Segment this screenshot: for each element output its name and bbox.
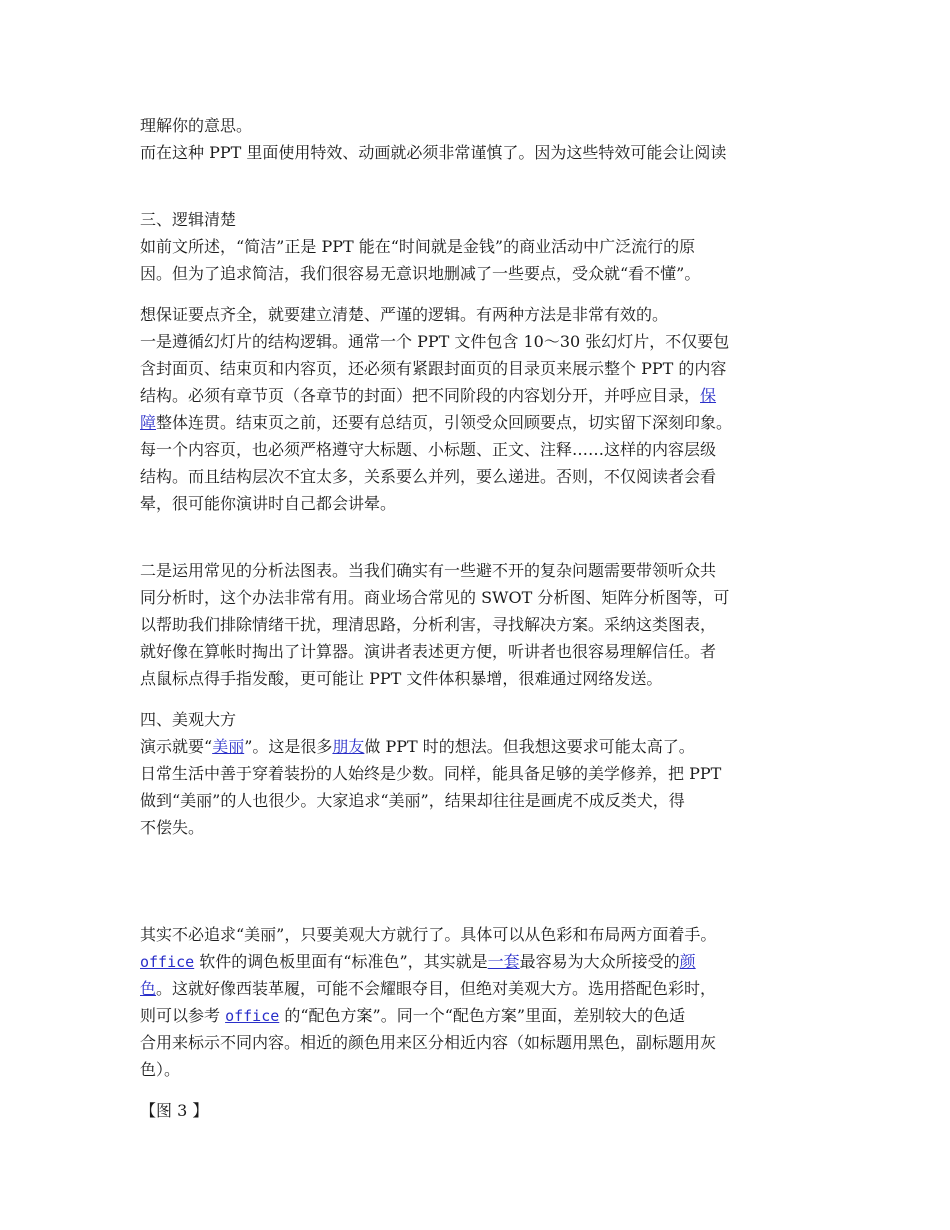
paragraph-line: 做到“美丽”的人也很少。大家追求“美丽”，结果却往往是画虎不成反类犬，得 — [140, 791, 685, 810]
section-heading: 四、美观大方 — [140, 710, 237, 729]
paragraph-line: 就好像在算帐时掏出了计算器。演讲者表述更方便，听讲者也很容易理解信任。者 — [140, 642, 717, 661]
paragraph-line: 色）。 — [140, 1060, 181, 1079]
paragraph-line: 同分析时，这个办法非常有用。商业场合常见的 SWOT 分析图、矩阵分析图等，可 — [140, 588, 730, 607]
link-baozhang[interactable]: 保 — [700, 386, 717, 405]
paragraph-line — [140, 948, 830, 975]
link-yanse-cont[interactable]: 色 — [140, 979, 157, 998]
link-yanse[interactable]: 颜 — [679, 952, 696, 971]
link-pengyou[interactable]: 朋友 — [332, 737, 365, 756]
paragraph-line: 想保证要点齐全，就要建立清楚、严谨的逻辑。有两种方法是非常有效的。 — [140, 305, 669, 324]
paragraph-line: 理解你的意思。 — [140, 116, 253, 135]
text-run: 结构。必须有章节页（各章节的封面）把不同阶段的内容划分开，并呼应目录， — [140, 386, 701, 405]
link-baozhang-cont[interactable]: 障 — [140, 413, 157, 432]
text-run: 最容易为大众所接受的 — [519, 952, 680, 971]
paragraph-line: 一是遵循幻灯片的结构逻辑。通常一个 PPT 文件包含 10～30 张幻灯片，不仅要包 — [140, 332, 730, 351]
paragraph-line: 如前文所述，“简洁”正是 PPT 能在“时间就是金钱”的商业活动中广泛流行的原 — [140, 237, 696, 256]
text-run: 的“配色方案”。同一个“配色方案”里面，差别较大的色适 — [279, 1006, 686, 1025]
link-yitao[interactable]: 一套 — [487, 952, 520, 971]
paragraph-line — [140, 382, 830, 409]
paragraph-line: 日常生活中善于穿着装扮的人始终是少数。同样，能具备足够的美学修养，把 PPT — [140, 764, 722, 783]
text-run: 软件的调色板里面有“标准色”，其实就是 — [194, 952, 488, 971]
paragraph-line — [140, 975, 830, 1002]
link-office-2[interactable]: office — [225, 1007, 280, 1025]
paragraph-line — [140, 733, 830, 760]
text-run: 演示就要“ — [140, 737, 213, 756]
text-run: 则可以参考 — [140, 1006, 226, 1025]
paragraph-line: 因。但为了追求简洁，我们很容易无意识地删减了一些要点，受众就“看不懂”。 — [140, 264, 701, 283]
document-body — [140, 112, 830, 1124]
paragraph-line — [140, 409, 830, 436]
text-run: 整体连贯。结束页之前，还要有总结页，引领受众回顾要点，切实留下深刻印象。 — [156, 413, 733, 432]
text-run: ”。这是很多 — [244, 737, 333, 756]
link-meili[interactable]: 美丽 — [212, 737, 245, 756]
paragraph-line — [140, 1002, 830, 1029]
paragraph-line: 其实不必追求“美丽”，只要美观大方就行了。具体可以从色彩和布局两方面着手。 — [140, 925, 717, 944]
figure-label: 【图 3 】 — [140, 1101, 209, 1120]
link-office[interactable]: office — [140, 953, 195, 971]
paragraph-line: 以帮助我们排除情绪干扰，理清思路，分析利害，寻找解决方案。采纳这类图表， — [140, 615, 717, 634]
paragraph-line: 含封面页、结束页和内容页，还必须有紧跟封面页的目录页来展示整个 PPT 的内容 — [140, 359, 727, 378]
paragraph-line: 不偿失。 — [140, 818, 205, 837]
text-run: 。这就好像西装革履，可能不会耀眼夺目，但绝对美观大方。选用搭配色彩时， — [156, 979, 717, 998]
paragraph-line: 点鼠标点得手指发酸，更可能让 PPT 文件体积暴增，很难通过网络发送。 — [140, 669, 663, 688]
paragraph-line: 合用来标示不同内容。相近的颜色用来区分相近内容（如标题用黑色，副标题用灰 — [140, 1033, 717, 1052]
paragraph-line: 而在这种 PPT 里面使用特效、动画就必须非常谨慎了。因为这些特效可能会让阅读 — [140, 143, 727, 162]
paragraph-line: 每一个内容页，也必须严格遵守大标题、小标题、正文、注释……这样的内容层级 — [140, 440, 717, 459]
paragraph-line: 晕，很可能你演讲时自己都会讲晕。 — [140, 494, 397, 513]
text-run: 做 PPT 时的想法。但我想这要求可能太高了。 — [364, 737, 695, 756]
section-heading: 三、逻辑清楚 — [140, 210, 237, 229]
paragraph-line: 二是运用常见的分析法图表。当我们确实有一些避不开的复杂问题需要带领听众共 — [140, 561, 717, 580]
paragraph-line: 结构。而且结构层次不宜太多，关系要么并列，要么递进。否则，不仅阅读者会看 — [140, 467, 717, 486]
